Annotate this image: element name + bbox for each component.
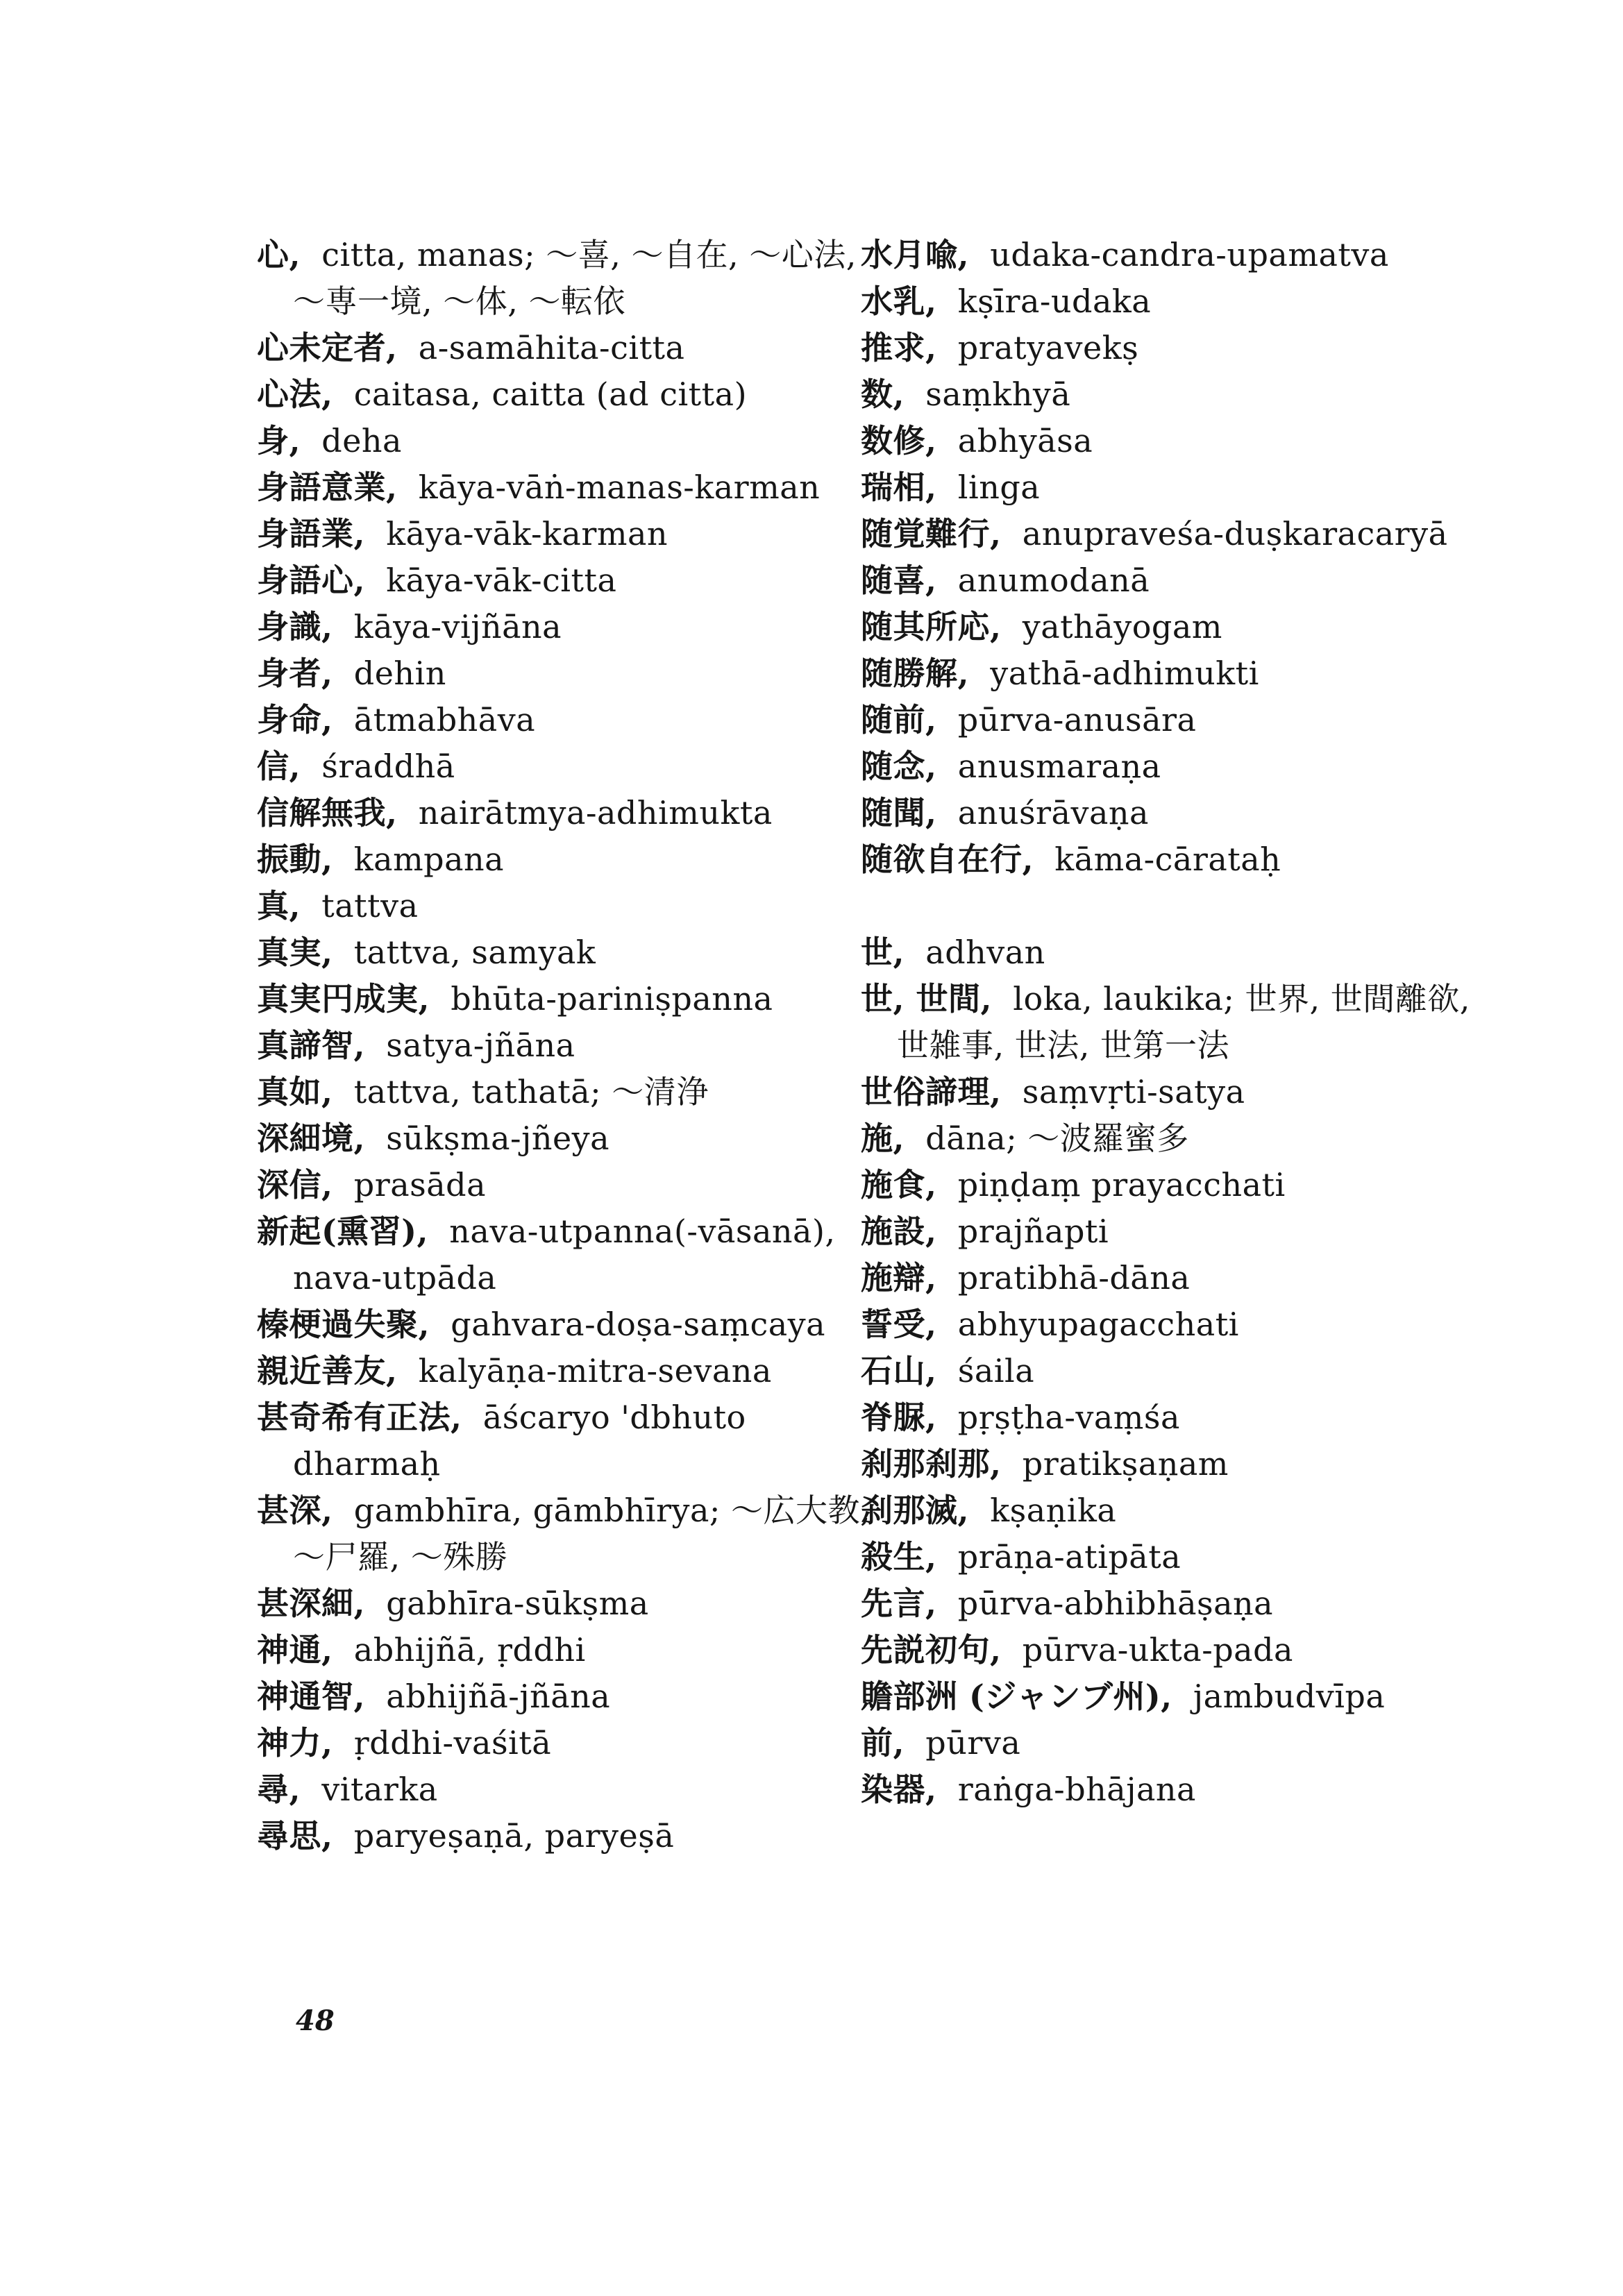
glossary-entry — [257, 743, 882, 790]
entry-sanskrit: raṅga-bhājana — [957, 1771, 1196, 1808]
entry-headword: 真実円成実, — [257, 980, 430, 1018]
glossary-entry — [257, 511, 882, 557]
entry-sanskrit: yathā-adhimukti — [990, 655, 1259, 692]
glossary-entry — [257, 232, 882, 325]
entry-sanskrit: pratibhā-dāna — [957, 1259, 1191, 1297]
glossary-entry — [861, 511, 1472, 557]
entry-headword: 神通, — [257, 1631, 333, 1669]
glossary-entry — [861, 1673, 1472, 1720]
glossary-entry — [861, 604, 1472, 650]
glossary-entry — [861, 929, 1472, 976]
entry-sanskrit: dāna; ～波羅蜜多 — [925, 1120, 1189, 1157]
entry-headword: 水月喩, — [861, 236, 970, 273]
entry-sanskrit: vitarka — [321, 1771, 438, 1808]
glossary-entry — [257, 557, 882, 604]
entry-sanskrit: caitasa, caitta (ad citta) — [353, 375, 748, 413]
glossary-entry — [257, 1115, 882, 1162]
entry-sanskrit: abhijñā-jñāna — [386, 1678, 611, 1715]
glossary-entry — [257, 1022, 882, 1069]
glossary-entry — [861, 1580, 1472, 1627]
glossary-entry — [257, 1627, 882, 1673]
glossary-entry — [861, 1162, 1472, 1208]
entry-headword: 数修, — [861, 422, 937, 459]
glossary-entry — [861, 1720, 1472, 1766]
left-column — [257, 232, 882, 1859]
entry-headword: 親近善友, — [257, 1352, 398, 1390]
glossary-entry — [257, 1162, 882, 1208]
entry-headword: 施, — [861, 1120, 905, 1157]
entry-headword: 誓受, — [861, 1306, 937, 1343]
entry-sanskrit: kṣīra-udaka — [957, 282, 1152, 320]
entry-headword: 甚深細, — [257, 1585, 366, 1622]
entry-headword: 数, — [861, 375, 905, 413]
entry-headword: 身語業, — [257, 515, 366, 552]
entry-sanskrit: śraddhā — [321, 748, 455, 785]
entry-sanskrit: prāṇa-atipāta — [957, 1538, 1181, 1576]
glossary-entry — [257, 1348, 882, 1394]
glossary-entry — [257, 976, 882, 1022]
glossary-entry — [861, 1348, 1472, 1394]
entry-headword: 神力, — [257, 1724, 333, 1762]
entry-sanskrit: āścaryo 'dbhuto dharmaḥ — [293, 1399, 746, 1483]
entry-sanskrit: saṃkhyā — [925, 375, 1071, 413]
glossary-entry — [257, 1673, 882, 1720]
entry-headword: 深信, — [257, 1166, 333, 1204]
entry-headword: 深細境, — [257, 1120, 366, 1157]
entry-headword: 信解無我, — [257, 794, 398, 832]
glossary-entry — [861, 1487, 1472, 1534]
entry-sanskrit: pratikṣaṇam — [1022, 1445, 1229, 1483]
glossary-entry — [861, 976, 1472, 1069]
entry-sanskrit: pṛṣṭha-vaṃśa — [957, 1399, 1180, 1436]
glossary-entry — [861, 650, 1472, 697]
glossary-entry — [861, 1115, 1472, 1162]
entry-headword: 榛梗過失聚, — [257, 1306, 430, 1343]
entry-sanskrit: pūrva — [925, 1724, 1021, 1762]
entry-headword: 身命, — [257, 701, 333, 738]
entry-headword: 神通智, — [257, 1678, 366, 1715]
entry-headword: 信, — [257, 748, 301, 785]
glossary-entry — [861, 1627, 1472, 1673]
entry-sanskrit: gabhīra-sūkṣma — [386, 1585, 649, 1622]
glossary-entry — [257, 1720, 882, 1766]
entry-sanskrit: adhvan — [925, 934, 1045, 971]
entry-headword: 身語意業, — [257, 469, 398, 506]
glossary-entry — [257, 1766, 882, 1813]
entry-sanskrit: abhijñā, ṛddhi — [353, 1631, 586, 1669]
entry-sanskrit: tattva, tathatā; ～清浄 — [353, 1073, 709, 1111]
entry-sanskrit: anumodanā — [957, 562, 1150, 599]
entry-headword: 尋思, — [257, 1817, 333, 1855]
glossary-entry — [861, 1394, 1472, 1441]
entry-headword: 随欲自在行, — [861, 841, 1034, 878]
glossary-entry — [257, 464, 882, 511]
entry-sanskrit: pūrva-abhibhāṣaṇa — [957, 1585, 1274, 1622]
glossary-entry — [861, 1069, 1472, 1115]
entry-headword: 振動, — [257, 841, 333, 878]
entry-headword: 身, — [257, 422, 301, 459]
glossary-entry — [861, 1208, 1472, 1255]
entry-headword: 染器, — [861, 1771, 937, 1808]
glossary-entry — [257, 418, 882, 464]
entry-sanskrit: kāma-cārataḥ — [1054, 841, 1281, 878]
entry-sanskrit: anuśrāvaṇa — [957, 794, 1149, 832]
entry-headword: 随聞, — [861, 794, 937, 832]
glossary-entry — [257, 790, 882, 836]
glossary-entry — [257, 1301, 882, 1348]
glossary-entry — [861, 1301, 1472, 1348]
glossary-entry — [257, 604, 882, 650]
glossary-entry — [257, 883, 882, 929]
entry-headword: 随其所応, — [861, 608, 1002, 645]
entry-sanskrit: prasāda — [353, 1166, 487, 1204]
entry-sanskrit: tattva, samyak — [353, 934, 596, 971]
entry-headword: 甚奇希有正法, — [257, 1399, 462, 1436]
entry-sanskrit: sūkṣma-jñeya — [386, 1120, 610, 1157]
entry-headword: 真如, — [257, 1073, 333, 1111]
entry-sanskrit: dehin — [353, 655, 446, 692]
entry-sanskrit: paryeṣaṇā, paryeṣā — [353, 1817, 675, 1855]
glossary-entry — [257, 1813, 882, 1859]
glossary-entry — [257, 371, 882, 418]
entry-sanskrit: satya-jñāna — [386, 1027, 575, 1064]
entry-headword: 施設, — [861, 1213, 937, 1250]
entry-sanskrit: kāya-vāṅ-manas-karman — [418, 469, 821, 506]
entry-headword: 推求, — [861, 329, 937, 366]
glossary-entry — [257, 1069, 882, 1115]
glossary-entry — [861, 557, 1472, 604]
entry-sanskrit: prajñapti — [957, 1213, 1109, 1250]
entry-sanskrit: kāya-vāk-karman — [386, 515, 668, 552]
glossary-entry — [861, 836, 1472, 883]
entry-sanskrit: kalyāṇa-mitra-sevana — [418, 1352, 772, 1390]
entry-headword: 心法, — [257, 375, 333, 413]
entry-headword: 水乳, — [861, 282, 937, 320]
entry-sanskrit: udaka-candra-upamatva — [990, 236, 1389, 273]
entry-sanskrit: deha — [321, 422, 402, 459]
glossary-entry — [861, 1766, 1472, 1813]
glossary-entry — [257, 1487, 882, 1580]
entry-headword: 施食, — [861, 1166, 937, 1204]
entry-sanskrit: pratyavekṣ — [957, 329, 1139, 366]
entry-sanskrit: abhyāsa — [957, 422, 1093, 459]
entry-sanskrit: pūrva-ukta-pada — [1022, 1631, 1293, 1669]
entry-headword: 施辯, — [861, 1259, 937, 1297]
entry-headword: 先説初句, — [861, 1631, 1002, 1669]
glossary-entry — [861, 464, 1472, 511]
entry-sanskrit: yathāyogam — [1022, 608, 1222, 645]
entry-sanskrit: gahvara-doṣa-saṃcaya — [451, 1306, 826, 1343]
entry-sanskrit: kāya-vāk-citta — [386, 562, 617, 599]
entry-headword: 先言, — [861, 1585, 937, 1622]
glossary-entry — [257, 1208, 882, 1301]
entry-headword: 新起(熏習), — [257, 1213, 429, 1250]
entry-headword: 随覚難行, — [861, 515, 1002, 552]
entry-headword: 真, — [257, 887, 301, 925]
entry-headword: 心, — [257, 236, 301, 273]
entry-headword: 身者, — [257, 655, 333, 692]
glossary-entry — [861, 325, 1472, 371]
entry-sanskrit: nairātmya-adhimukta — [418, 794, 773, 832]
entry-headword: 随喜, — [861, 562, 937, 599]
glossary-entry — [257, 836, 882, 883]
entry-sanskrit: kāya-vijñāna — [353, 608, 562, 645]
entry-sanskrit: saṃvṛti-satya — [1022, 1073, 1245, 1111]
entry-headword: 真諦智, — [257, 1027, 366, 1064]
entry-headword: 心未定者, — [257, 329, 398, 366]
glossary-entry — [257, 1394, 882, 1487]
glossary-entry — [257, 697, 882, 743]
glossary-entry — [861, 371, 1472, 418]
glossary-entry — [861, 790, 1472, 836]
entry-sanskrit: jambudvīpa — [1193, 1678, 1386, 1715]
entry-headword: 随念, — [861, 748, 937, 785]
entry-sanskrit: piṇḍaṃ prayacchati — [957, 1166, 1286, 1204]
glossary-entry — [861, 1255, 1472, 1301]
entry-sanskrit: ṛddhi-vaśitā — [353, 1724, 552, 1762]
entry-sanskrit: śaila — [957, 1352, 1035, 1390]
entry-headword: 刹那刹那, — [861, 1445, 1002, 1483]
page-number: 48 — [296, 2004, 335, 2037]
entry-sanskrit: citta, manas; ～喜, ～自在, ～心法, ～専一境, ～体, ～転依 — [293, 236, 857, 320]
entry-headword: 刹那滅, — [861, 1492, 970, 1529]
entry-headword: 世, — [861, 934, 905, 971]
entry-headword: 前, — [861, 1724, 905, 1762]
entry-headword: 贍部洲 (ジャンブ州), — [861, 1678, 1172, 1715]
entry-sanskrit: kampana — [353, 841, 505, 878]
glossary-entry — [861, 1441, 1472, 1487]
entry-sanskrit: linga — [957, 469, 1041, 506]
entry-sanskrit: nava-utpanna(-vāsanā), nava-utpāda — [293, 1213, 836, 1297]
entry-sanskrit: a-samāhita-citta — [418, 329, 685, 366]
glossary-entry — [861, 418, 1472, 464]
entry-headword: 甚深, — [257, 1492, 333, 1529]
entry-sanskrit: tattva — [321, 887, 419, 925]
entry-headword: 身語心, — [257, 562, 366, 599]
entry-headword: 瑞相, — [861, 469, 937, 506]
entry-sanskrit: ātmabhāva — [353, 701, 536, 738]
entry-headword: 随前, — [861, 701, 937, 738]
entry-sanskrit: loka, laukika; 世界, 世間離欲, 世雑事, 世法, 世第一法 — [897, 980, 1470, 1064]
glossary-entry — [861, 1534, 1472, 1580]
glossary-entry — [861, 278, 1472, 325]
entry-headword: 石山, — [861, 1352, 937, 1390]
entry-headword: 真実, — [257, 934, 333, 971]
glossary-entry — [257, 929, 882, 976]
entry-headword: 身識, — [257, 608, 333, 645]
entry-headword: 殺生, — [861, 1538, 937, 1576]
glossary-entry — [861, 697, 1472, 743]
right-column — [861, 232, 1472, 1813]
entry-sanskrit: abhyupagacchati — [957, 1306, 1239, 1343]
entry-headword: 尋, — [257, 1771, 301, 1808]
entry-sanskrit: anupraveśa-duṣkaracaryā — [1022, 515, 1448, 552]
entry-sanskrit: anusmaraṇa — [957, 748, 1161, 785]
glossary-entry — [861, 232, 1472, 278]
entry-sanskrit: kṣaṇika — [990, 1492, 1117, 1529]
entry-headword: 脊脲, — [861, 1399, 937, 1436]
entry-headword: 随勝解, — [861, 655, 970, 692]
glossary-entry — [861, 743, 1472, 790]
entry-headword: 世俗諦理, — [861, 1073, 1002, 1111]
entry-headword: 世, 世間, — [861, 980, 993, 1018]
entry-sanskrit: gambhīra, gāmbhīrya; ～広大教, ～尸羅, ～殊勝 — [293, 1492, 871, 1576]
entry-sanskrit: bhūta-pariniṣpanna — [451, 980, 773, 1018]
glossary-entry — [257, 650, 882, 697]
glossary-entry — [257, 325, 882, 371]
entry-sanskrit: pūrva-anusāra — [957, 701, 1197, 738]
glossary-entry — [257, 1580, 882, 1627]
